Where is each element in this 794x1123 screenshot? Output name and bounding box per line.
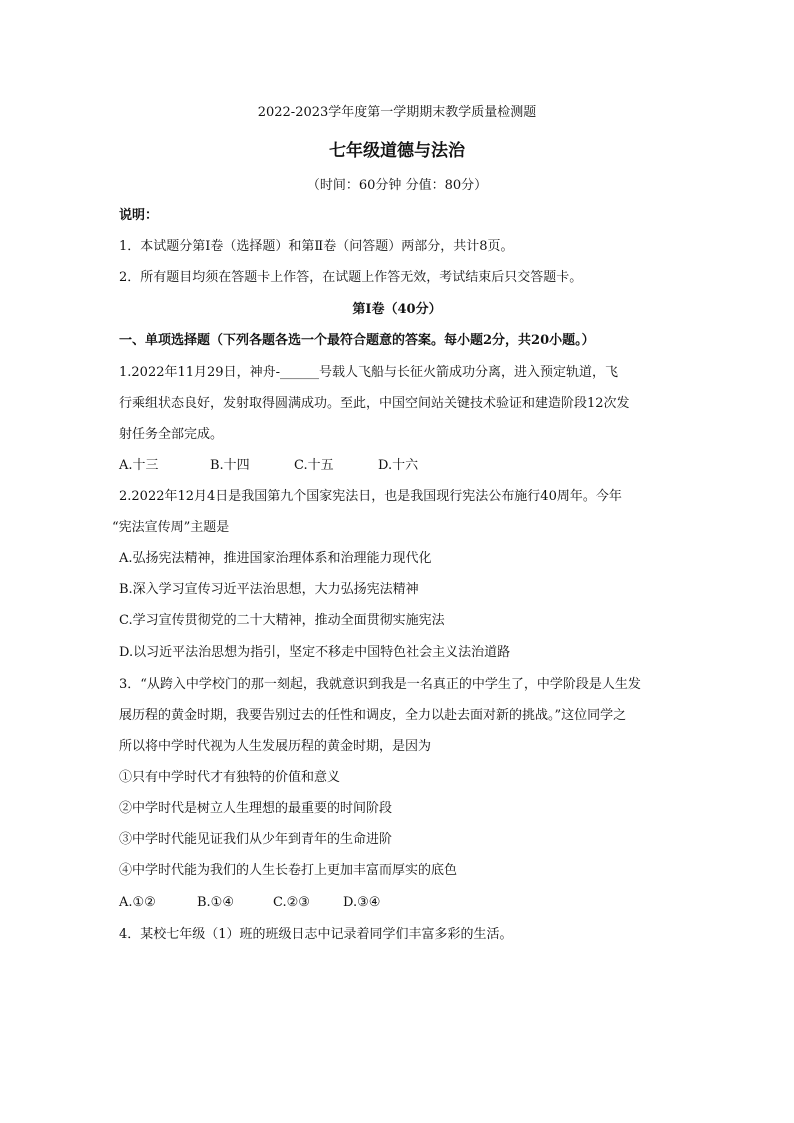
question-3-line: 所以将中学时代视为人生发展历程的黄金时期，是因为 [119, 739, 432, 754]
question-1-option-a: A.十三 [119, 458, 159, 473]
question-3-line: 展历程的黄金时期，我要告别过去的任性和调皮，全力以赴去面对新的挑战。”这位同学之 [119, 708, 627, 723]
question-3-statement: ③中学时代能见证我们从少年到青年的生命进阶 [119, 832, 393, 847]
question-3-option-d: D.③④ [343, 895, 381, 910]
question-4-line: 4．某校七年级（1）班的班级日志中记录着同学们丰富多彩的生活。 [119, 927, 513, 942]
part-one-heading: 第Ⅰ卷（40分） [352, 302, 442, 317]
question-2-option-a: A.弘扬宪法精神，推进国家治理体系和治理能力现代化 [119, 551, 432, 566]
instructions-heading: 说明： [119, 208, 159, 223]
question-3-option-a: A.①② [119, 895, 156, 910]
question-1-line: 1.2022年11月29日，神舟-______号载人飞船与长征火箭成功分离，进入预定轨道，飞 [119, 365, 618, 380]
question-3-statement: ①只有中学时代才有独特的价值和意义 [119, 770, 341, 785]
question-3-statement: ②中学时代是树立人生理想的最重要的时间阶段 [119, 801, 393, 816]
question-3-statement: ④中学时代能为我们的人生长卷打上更加丰富而厚实的底色 [119, 863, 458, 878]
subject-title: 七年级道德与法治 [329, 141, 465, 161]
question-1-option-b: B.十四 [210, 458, 250, 473]
instruction-item: 1．本试题分第Ⅰ卷（选择题）和第Ⅱ卷（问答题）两部分，共计8页。 [119, 239, 514, 254]
section-heading: 一、单项选择题（下列各题各选一个最符合题意的答案。每小题2分，共20小题。） [119, 333, 595, 348]
time-score-line: （时间：60分钟 分值：80分） [306, 178, 488, 193]
question-2-option-c: C.学习宣传贯彻党的二十大精神，推动全面贯彻实施宪法 [119, 613, 445, 628]
question-1-line: 行乘组状态良好，发射取得圆满成功。至此，中国空间站关键技术验证和建造阶段12次发 [119, 396, 630, 411]
question-2-line: “宪法宣传周”主题是 [112, 520, 230, 535]
exam-title: 2022-2023学年度第一学期期末教学质量检测题 [257, 105, 537, 120]
question-1-option-c: C.十五 [294, 458, 334, 473]
question-2-line: 2.2022年12月4日是我国第九个国家宪法日，也是我国现行宪法公布施行40周年。今年 [119, 489, 622, 504]
question-1-option-d: D.十六 [378, 458, 419, 473]
question-2-option-d: D.以习近平法治思想为指引，坚定不移走中国特色社会主义法治道路 [119, 645, 511, 660]
question-1-line: 射任务全部完成。 [119, 427, 224, 442]
instruction-item: 2．所有题目均须在答题卡上作答，在试题上作答无效，考试结束后只交答题卡。 [119, 270, 583, 285]
question-3-line: 3．“从跨入中学校门的那一刻起，我就意识到我是一名真正的中学生了，中学阶段是人生发 [119, 677, 641, 692]
question-3-option-b: B.①④ [197, 895, 234, 910]
question-3-option-c: C.②③ [273, 895, 310, 910]
question-2-option-b: B.深入学习宣传习近平法治思想，大力弘扬宪法精神 [119, 582, 419, 597]
